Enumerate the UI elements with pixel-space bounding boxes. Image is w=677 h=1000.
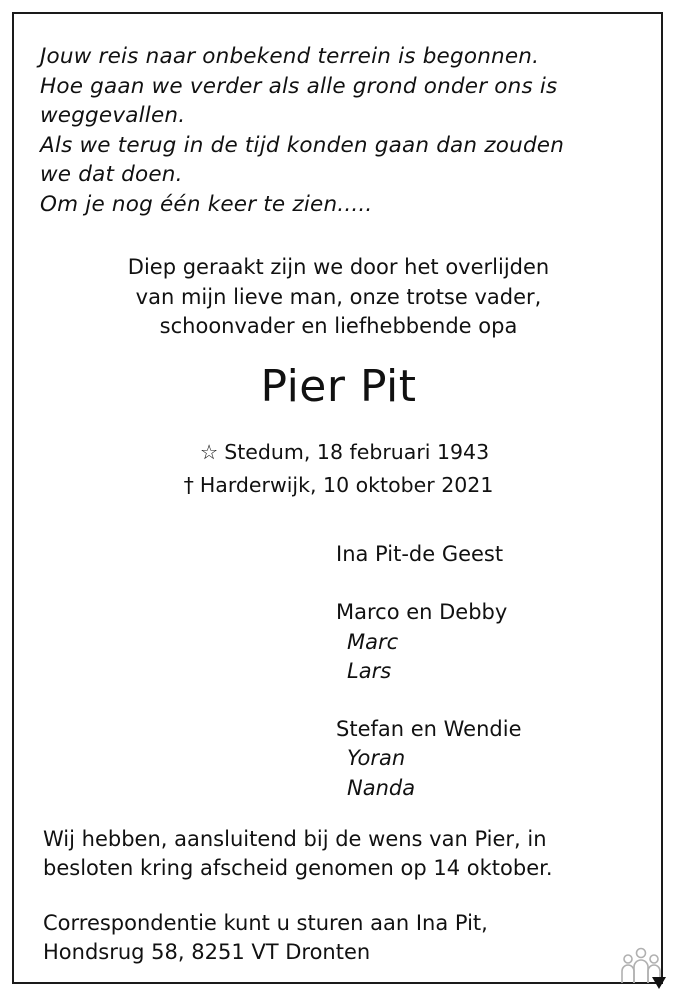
poem-line: Hoe gaan we verder als alle grond onder ons is <box>40 73 558 99</box>
poem-line: Om je nog één keer te zien..... <box>40 191 373 217</box>
notice-line: besloten kring afscheid genomen op 14 oktober. <box>43 856 553 881</box>
grandchild-name: Marc <box>347 629 399 654</box>
correspondence-address <box>43 909 643 966</box>
farewell-notice <box>43 825 643 883</box>
poem-line: Als we terug in de tijd konden gaan dan zouden <box>40 132 565 158</box>
spacer <box>336 569 521 598</box>
child-couple: Stefan en Wendie <box>336 717 522 742</box>
poem-line: weggevallen. <box>40 103 186 128</box>
notice-line: Wij hebben, aansluitend bij de wens van Pier, in <box>43 827 547 851</box>
poem-line: we dat doen. <box>40 162 183 187</box>
star-icon: ☆ <box>199 440 219 464</box>
death-line <box>40 469 637 502</box>
deceased-name: Pier Pit <box>260 361 417 412</box>
spacer <box>336 686 521 715</box>
grandchild-name: Lars <box>347 658 392 683</box>
intro-line: van mijn lieve man, onze trotse vader, <box>135 284 542 309</box>
correspondence-line: Correspondentie kunt u sturen aan Ina Pit, <box>43 911 488 935</box>
cross-icon: † <box>183 473 194 497</box>
grandchild-name: Nanda <box>347 775 416 800</box>
birth-line <box>40 436 637 469</box>
intro-line: Diep geraakt zijn we door het overlijden <box>127 255 550 279</box>
birth-date: Stedum, 18 februari 1943 <box>224 440 490 464</box>
child-couple: Marco en Debby <box>336 600 508 625</box>
death-date: Harderwijk, 10 oktober 2021 <box>199 473 494 497</box>
intro-text <box>40 253 637 342</box>
poem-line: Jouw reis naar onbekend terrein is begonnen. <box>40 44 540 69</box>
life-dates <box>40 436 637 502</box>
intro-line: schoonvader en liefhebbende opa <box>159 314 518 338</box>
spouse-name: Ina Pit-de Geest <box>336 542 504 566</box>
correspondence-line: Hondsrug 58, 8251 VT Dronten <box>43 939 371 964</box>
poem <box>40 42 640 219</box>
family-list <box>336 540 521 803</box>
grandchild-name: Yoran <box>347 746 406 771</box>
triangle-down-icon <box>652 977 666 989</box>
